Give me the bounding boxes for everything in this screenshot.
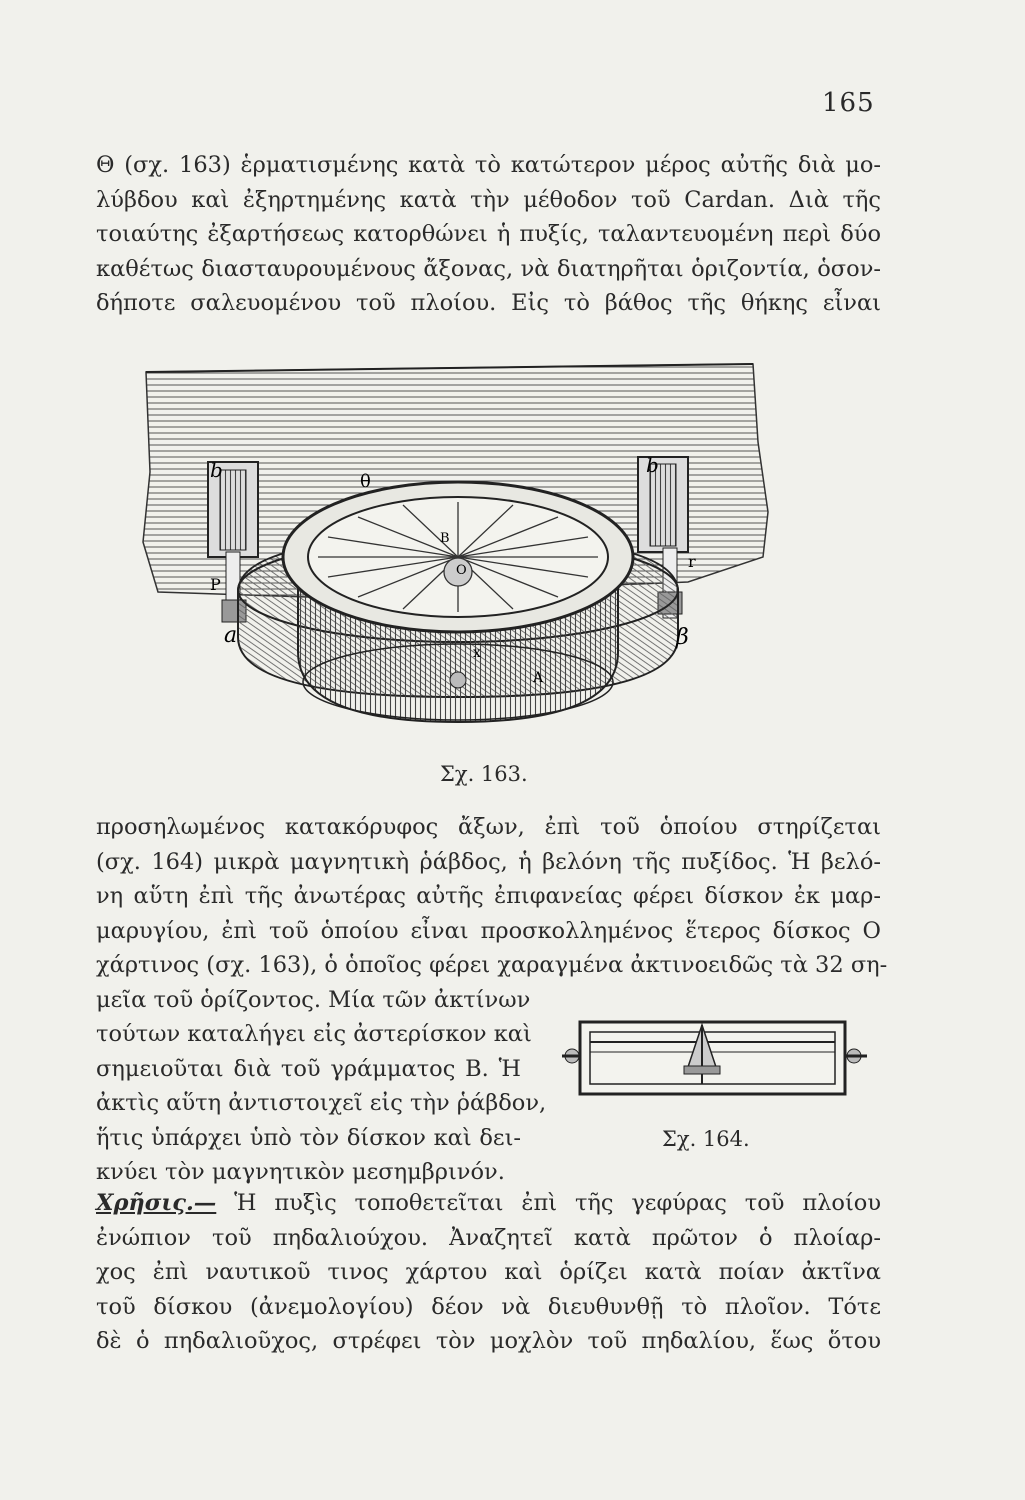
paragraph-3 (96, 1186, 881, 1359)
figure-label-r: r (688, 552, 696, 571)
figure-label-x: x (473, 645, 481, 661)
figure-label-A: A (533, 670, 544, 686)
text-line: (σχ. 164) μικρὰ μαγνητικὴ ῥάβδος, ἡ βελόνη τῆς πυξίδος. Ἡ βελό- (96, 848, 881, 875)
figure-label-B: B (440, 531, 450, 546)
text-line: μεῖα τοῦ ὁρίζοντος. Μία τῶν ἀκτίνων (96, 986, 531, 1013)
figure-label-theta: θ (360, 471, 371, 492)
pivot-screw (450, 672, 466, 688)
text-line: δὲ ὁ πηδαλιοῦχος, στρέφει τὸν μοχλὸν τοῦ πηδαλίου, ἕως ὅτου (96, 1328, 881, 1354)
section-heading-usage: Χρῆσις.— (96, 1190, 217, 1216)
text-line: Θ (σχ. 163) ἑρματισμένης κατὰ τὸ κατώτερον μέρος αὐτῆς διὰ μο- (96, 152, 881, 178)
text-line: τούτων καταλήγει εἰς ἀστερίσκον καὶ (96, 1021, 532, 1047)
text-line: κνύει τὸν μαγνητικὸν μεσημβρινόν. (96, 1159, 505, 1185)
text-line (96, 1186, 881, 1221)
figure-label-b-left: b (210, 458, 223, 482)
figure-164-needle-illustration (562, 1000, 872, 1110)
text-line: ἐνώπιον τοῦ πηδαλιούχου. Ἀναζητεῖ κατὰ πρῶτον ὁ πλοίαρ- (96, 1224, 881, 1251)
paragraph-2-narrow (96, 1017, 547, 1190)
text-line: προσηλωμένος κατακόρυφος ἄξων, ἐπὶ τοῦ ὁποίου στηρίζεται (96, 814, 881, 840)
figure-label-beta: β (676, 625, 689, 650)
figure-label-P: P (210, 575, 221, 594)
page-number: 165 (822, 88, 875, 118)
text-line: καθέτως διασταυρουμένους ἄξονας, νὰ διατηρῆται ὁριζοντία, ὁσον- (96, 255, 881, 282)
text-line: λύβδου καὶ ἐξηρτημένης κατὰ τὴν μέθοδον τοῦ Cardan. Διὰ τῆς (96, 186, 881, 213)
figure-163-caption: Σχ. 163. (440, 762, 528, 786)
text-line: ἀκτὶς αὕτη ἀντιστοιχεῖ εἰς τὴν ῥάβδον, (96, 1090, 547, 1116)
text-line: ἥτις ὑπάρχει ὑπὸ τὸν δίσκον καὶ δει- (96, 1124, 521, 1151)
paragraph-1 (96, 148, 881, 321)
figure-label-a: a (224, 623, 238, 648)
figure-164-caption: Σχ. 164. (662, 1127, 750, 1151)
text-line: χος ἐπὶ ναυτικοῦ τινος χάρτου καὶ ὁρίζει κατὰ ποίαν ἀκτῖνα (96, 1259, 881, 1285)
text-line: νη αὕτη ἐπὶ τῆς ἀνωτέρας αὐτῆς ἐπιφανείας φέρει δίσκον ἐκ μαρ- (96, 883, 881, 909)
text-line: σημειοῦται διὰ τοῦ γράμματος Β. Ἡ (96, 1055, 521, 1082)
text-line: μαρυγίου, ἐπὶ τοῦ ὁποίου εἶναι προσκολλημένος ἕτερος δίσκος Ο (96, 917, 881, 944)
text-line: τοῦ δίσκου (ἀνεμολογίου) δέον νὰ διευθυνθῇ τὸ πλοῖον. Τότε (96, 1293, 881, 1320)
figure-163-compass-illustration (128, 352, 788, 752)
compass-card (318, 502, 598, 612)
text-line: χάρτινος (σχ. 163), ὁ ὁποῖος φέρει χαραγμένα ἀκτινοειδῶς τὰ 32 ση- (96, 952, 888, 978)
figure-label-O: O (456, 563, 467, 578)
text-line: τοιαύτης ἐξαρτήσεως κατορθώνει ἡ πυξίς, ταλαντευομένη περὶ δύο (96, 221, 881, 247)
figure-label-b-right: b (646, 453, 659, 477)
text-line: δήποτε σαλευομένου τοῦ πλοίου. Εἰς τὸ βάθος τῆς θήκης εἶναι (96, 290, 881, 316)
text-fragment: Ἡ πυξὶς τοποθετεῖται ἐπὶ τῆς γεφύρας τοῦ πλοίου (216, 1190, 881, 1216)
